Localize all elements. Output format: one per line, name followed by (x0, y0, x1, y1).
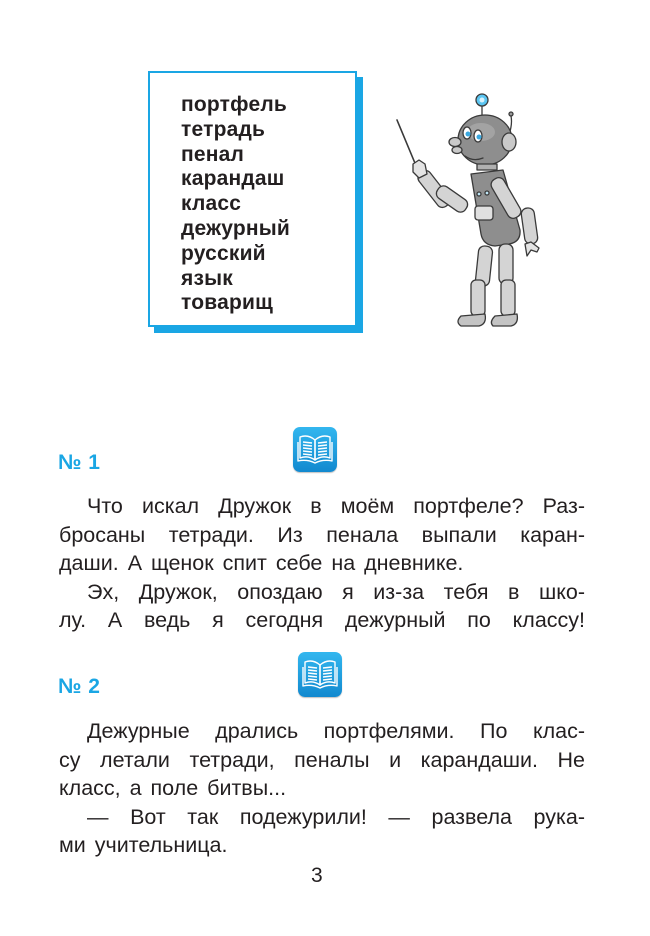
text-line: лу. А ведь я сегодня дежурный по классу! (59, 608, 585, 632)
text-line: даши. А щенок спит себе на дневнике. (59, 551, 464, 575)
robot-icon (395, 80, 560, 335)
task-number-1: № 1 (58, 451, 101, 474)
vocabulary-word-box (148, 71, 357, 327)
task-number-2: № 2 (58, 675, 101, 698)
page-number: 3 (311, 864, 323, 887)
task-2-text (59, 717, 585, 860)
text-line: Дежурные дрались портфелями. По клас- (87, 719, 585, 743)
open-book-icon[interactable] (298, 652, 342, 697)
text-line: класс, а поле битвы... (59, 776, 287, 800)
text-line: бросаны тетради. Из пенала выпали каран- (59, 522, 585, 547)
open-book-glyph (302, 658, 338, 691)
vocabulary-list (181, 93, 290, 316)
vocabulary-word: дежурный (181, 216, 290, 240)
task-1-text (59, 492, 585, 635)
vocabulary-word: портфель (181, 93, 287, 116)
text-line: Эх, Дружок, опоздаю я из-за тебя в шко- (87, 579, 585, 604)
vocabulary-word: карандаш (181, 167, 285, 191)
vocabulary-word: пенал (181, 142, 245, 166)
text-line: су летали тетради, пеналы и карандаши. Не (59, 747, 585, 772)
open-book-glyph (297, 433, 333, 466)
text-line: Что искал Дружок в моём портфеле? Раз- (87, 494, 585, 518)
text-line: — Вот так подежурили! — развела рука- (87, 804, 585, 829)
vocabulary-word: класс (181, 192, 242, 216)
vocabulary-word: товарищ (181, 291, 274, 315)
vocabulary-word: язык (181, 266, 233, 290)
text-line: ми учительница. (59, 833, 228, 857)
robot-teacher-illustration (395, 80, 560, 335)
vocabulary-word: тетрадь (181, 117, 266, 141)
open-book-icon[interactable] (293, 427, 337, 472)
vocabulary-word: русский (181, 241, 266, 265)
